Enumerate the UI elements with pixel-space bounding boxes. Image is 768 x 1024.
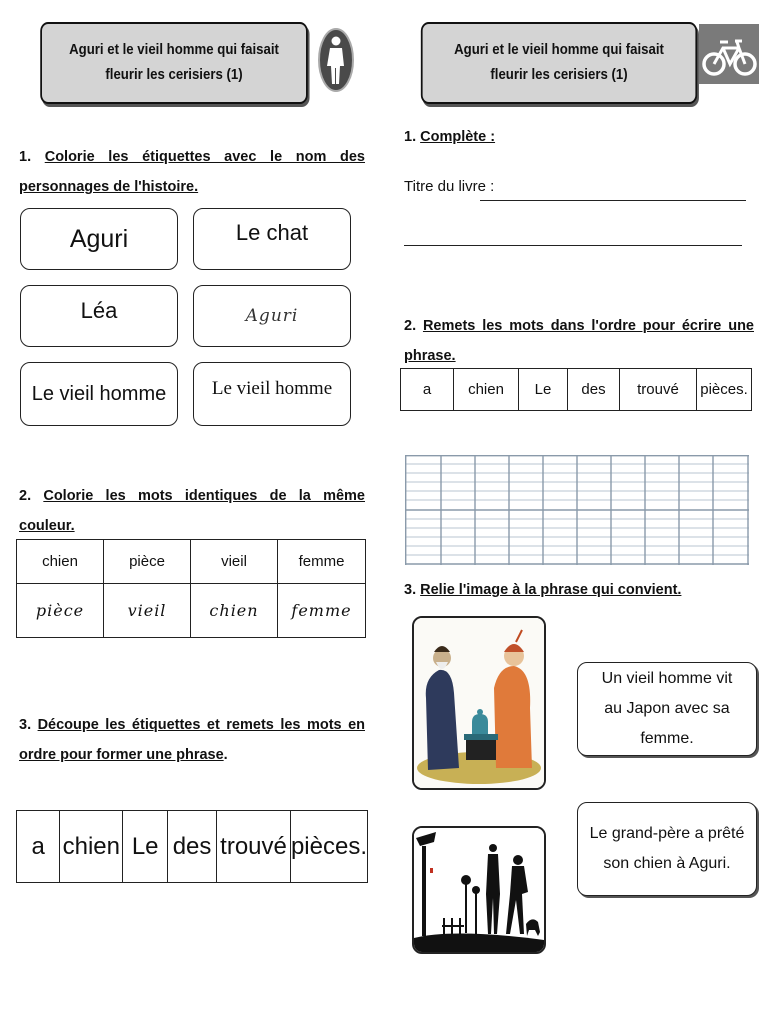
word-cell[interactable]: femme [278, 540, 366, 584]
word-match-table [16, 539, 366, 638]
order-word[interactable]: pièces. [697, 369, 752, 411]
label-aguri-cursive[interactable]: Aguri [193, 285, 351, 347]
word-cell[interactable]: pièce [104, 540, 191, 584]
order-words-table [400, 368, 752, 411]
word-cell-cursive[interactable]: chien [191, 584, 278, 638]
word-cell-cursive[interactable]: femme [278, 584, 366, 638]
order-word[interactable]: a [401, 369, 454, 411]
illustration-tea-couple[interactable] [412, 616, 546, 790]
right-question-3: 3. Relie l'image à la phrase qui convient. [404, 582, 682, 598]
left-header-title: Aguri et le vieil homme qui faisait fleurir les cerisiers (1) [40, 22, 308, 104]
order-word[interactable]: trouvé [620, 369, 697, 411]
order-word[interactable]: des [568, 369, 620, 411]
bicycle-icon [699, 24, 759, 89]
cut-word[interactable]: pièces. [290, 811, 367, 883]
writing-grid[interactable] [405, 455, 749, 570]
left-question-2: 2. Colorie les mots identiques de la même couleur. [19, 488, 365, 534]
order-word[interactable]: Le [519, 369, 568, 411]
pedestrian-icon [317, 27, 355, 98]
cut-word[interactable]: a [17, 811, 60, 883]
title-answer-line-1[interactable] [480, 200, 746, 201]
phrase-box-1[interactable]: Un vieil homme vit au Japon avec sa femme. [577, 662, 757, 756]
title-field-label: Titre du livre : [404, 178, 495, 195]
illustration-silhouettes[interactable] [412, 826, 546, 954]
word-cell[interactable]: vieil [191, 540, 278, 584]
label-le-vieil-homme-serif[interactable]: Le vieil homme [193, 362, 351, 426]
title-answer-line-2[interactable] [404, 245, 742, 246]
label-le-vieil-homme[interactable]: Le vieil homme [20, 362, 178, 426]
cut-words-table [16, 810, 368, 883]
cut-word[interactable]: Le [123, 811, 168, 883]
label-lea[interactable]: Léa [20, 285, 178, 347]
word-cell[interactable]: chien [17, 540, 104, 584]
cut-word[interactable]: chien [60, 811, 123, 883]
phrase-box-2[interactable]: Le grand-père a prêté son chien à Aguri. [577, 802, 757, 896]
label-aguri[interactable]: Aguri [20, 208, 178, 270]
word-cell-cursive[interactable]: vieil [104, 584, 191, 638]
left-question-3: 3. Découpe les étiquettes et remets les mots en ordre pour former une phrase. [19, 717, 365, 763]
right-question-1: 1. Complète : [404, 129, 496, 145]
cut-word[interactable]: trouvé [217, 811, 291, 883]
right-header-title: Aguri et le vieil homme qui faisait fleurir les cerisiers (1) [421, 22, 697, 104]
order-word[interactable]: chien [454, 369, 519, 411]
word-cell-cursive[interactable]: pièce [17, 584, 104, 638]
cut-word[interactable]: des [167, 811, 216, 883]
left-question-1: 1. Colorie les étiquettes avec le nom des personnages de l'histoire. [19, 149, 365, 195]
label-le-chat[interactable]: Le chat [193, 208, 351, 270]
right-question-2: 2. Remets les mots dans l'ordre pour écrire une phrase. [404, 318, 754, 364]
